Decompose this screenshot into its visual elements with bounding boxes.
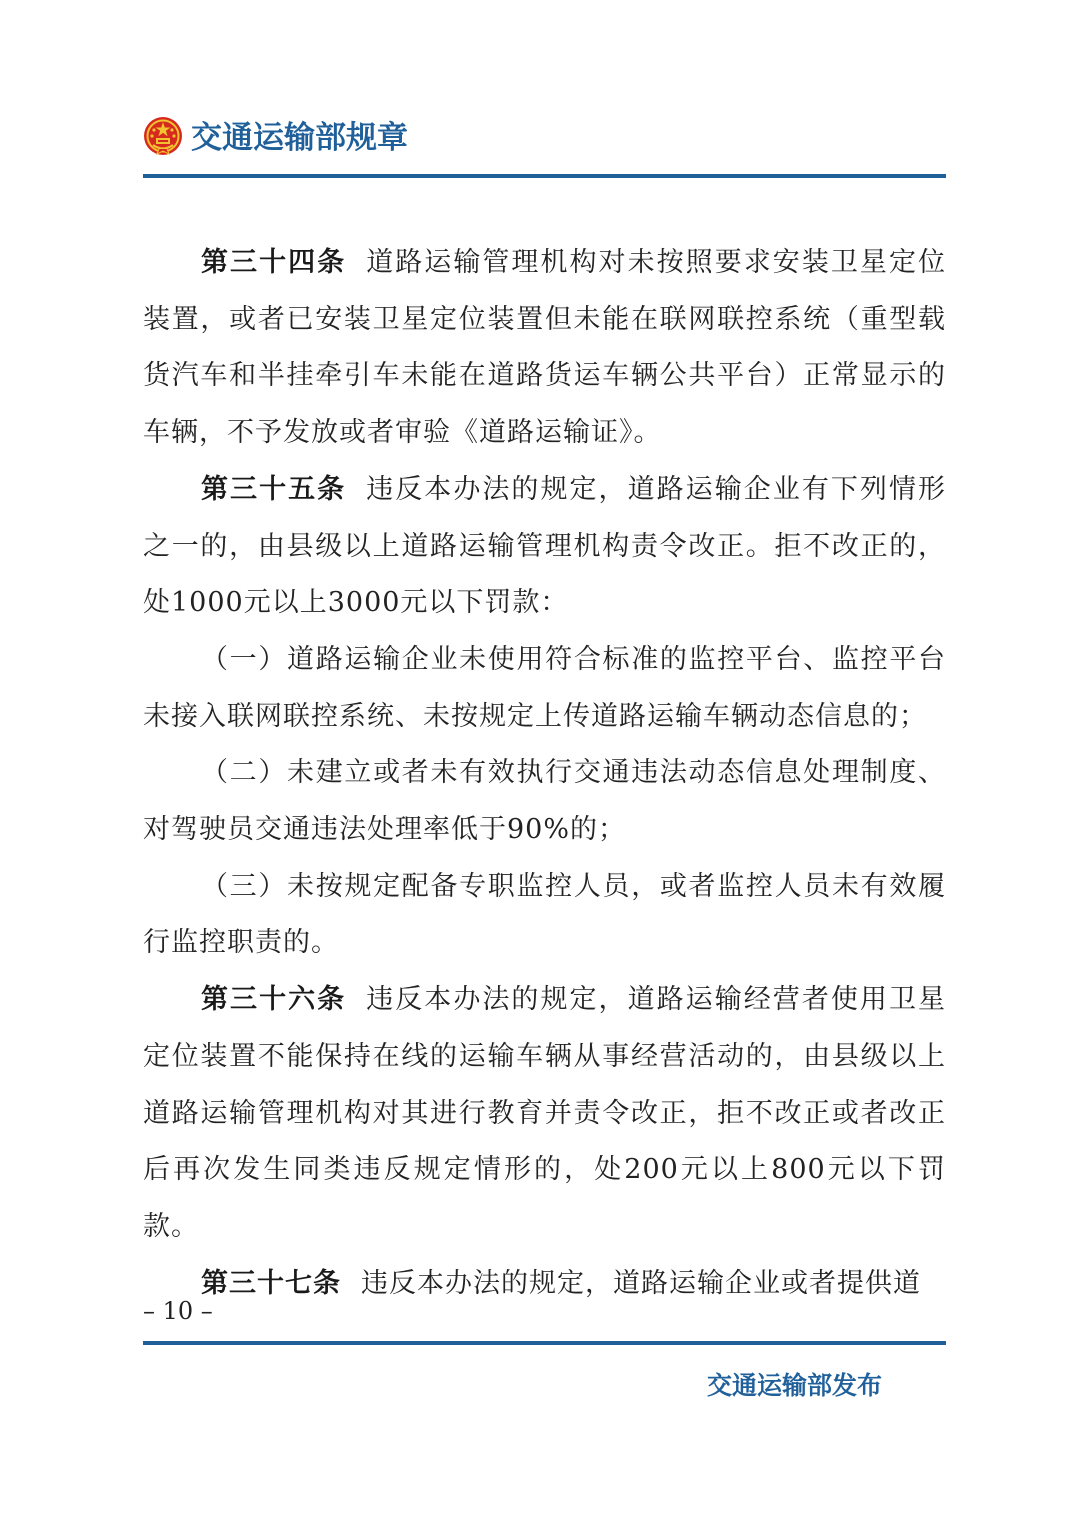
article-text: 道路运输管理机构对未按照要求安装卫星定位装置，或者已安装卫星定位装置但未能在联网联控系统（重型载货汽车和半挂牵引车未能在道路货运车辆公共平台）正常显示的车辆，不予发放或者审验《道路运输证》。 [143,247,947,449]
page-number: – 10 – [143,1297,213,1325]
article-text: 违反本办法的规定，道路运输企业有下列情形之一的，由县级以上道路运输管理机构责令改正。拒不改正的，处1000元以上3000元以下罚款： [143,473,947,619]
article-heading: 第三十四条 [201,247,347,278]
article-text: 违反本办法的规定，道路运输企业或者提供道 [361,1267,921,1299]
item-text: （三）未按规定配备专职监控人员，或者监控人员未有效履行监控职责的。 [143,870,946,959]
footer-publisher: 交通运输部发布 [706,1371,882,1400]
article-text: 违反本办法的规定，道路运输经营者使用卫星定位装置不能保持在线的运输车辆从事经营活动的，由县级以上道路运输管理机构对其进行教育并责令改正，拒不改正或者改正后再次发生同类违反规定情形的，处200元以上800元以下罚款。 [143,984,947,1242]
national-emblem-icon [143,116,183,156]
article-35-item-2 [143,745,946,858]
page-header [143,112,946,172]
footer-divider [143,1341,946,1345]
article-heading: 第三十五条 [201,473,347,505]
article-36 [143,972,946,1256]
article-35-item-3 [143,859,946,972]
item-text: （二）未建立或者未有效执行交通违法动态信息处理制度、对驾驶员交通违法处理率低于90%的； [143,757,946,846]
article-heading: 第三十七条 [201,1267,341,1299]
article-34 [143,235,946,462]
article-heading: 第三十六条 [201,984,347,1016]
article-37 [143,1256,946,1313]
header-title: 交通运输部规章 [191,120,408,156]
header-divider [143,174,946,178]
article-35 [143,462,946,632]
item-text: （一）道路运输企业未使用符合标准的监控平台、监控平台未接入联网联控系统、未按规定上传道路运输车辆动态信息的； [143,643,946,732]
document-body [143,235,946,1312]
article-35-item-1 [143,632,946,745]
